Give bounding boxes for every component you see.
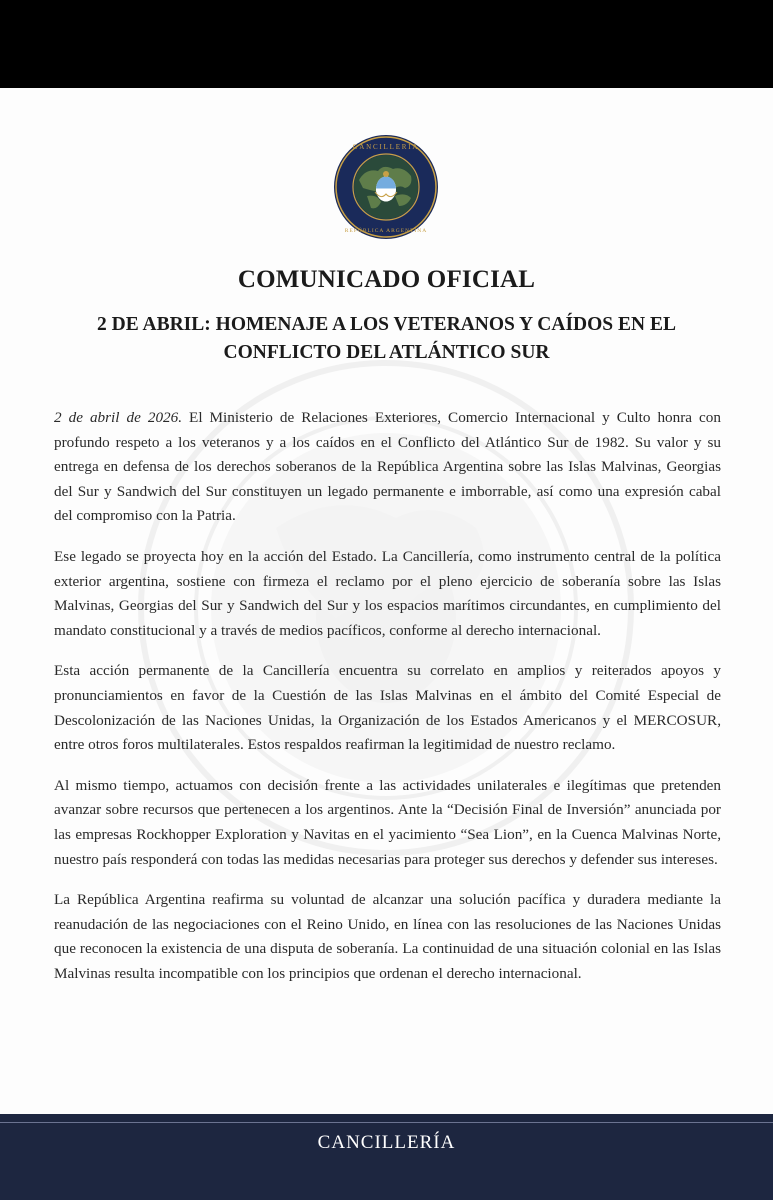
document-title: COMUNICADO OFICIAL (237, 266, 536, 293)
paragraph-5: La República Argentina reafirma su voluntad de alcanzar una solución pacífica y duradera mediante la reanudación de las negociaciones con el Reino Unido, en línea con las resoluciones de las Naciones Unidas que reconocen la existencia de una disputa de soberanía. La continuidad de una situación colonial en las Islas Malvinas resulta incompatible con los principios que ordenan el derecho internacional. (54, 891, 721, 982)
communique-date: 2 de abril de 2026. (54, 409, 183, 426)
paragraph-1 (54, 406, 721, 529)
communique-body (54, 406, 721, 1002)
svg-text:CANCILLERÍA: CANCILLERÍA (352, 143, 420, 151)
footer-label: CANCILLERÍA (317, 1132, 456, 1153)
footer-band (0, 1114, 773, 1200)
top-black-bar (0, 0, 773, 88)
svg-text:REPÚBLICA ARGENTINA: REPÚBLICA ARGENTINA (344, 228, 428, 234)
paragraph-2: Ese legado se proyecta hoy en la acción del Estado. La Cancillería, como instrumento central de la política exterior argentina, sostiene con firmeza el reclamo por el pleno ejercicio de soberanía sobre las Islas Malvinas, Georgias del Sur y Sandwich del Sur y los espacios marítimos circundantes, en cumplimiento del mandato constitucional y a través de medios pacíficos, conforme al derecho internacional. (54, 547, 721, 639)
subtitle-line: CONFLICTO DEL ATLÁNTICO SUR (223, 342, 550, 363)
paragraph-1-text: El Ministerio de Relaciones Exteriores, Comercio Internacional y Culto honra con profundo respeto a los veteranos y a los caídos en el Conflicto del Atlántico Sur de 1982. Su valor y su entrega en defensa de los derechos soberanos de la República Argentina sobre las Islas Malvinas, Georgias del Sur y Sandwich del Sur constituyen un legado permanente e imborrable, así como una expresión cabal del compromiso con la Patria. (54, 409, 721, 525)
footer-divider (0, 1122, 773, 1123)
document-subtitle (60, 311, 713, 367)
paragraph-4: Al mismo tiempo, actuamos con decisión frente a las actividades unilaterales e ilegítimas que pretenden avanzar sobre recursos que pertenecen a los argentinos. Ante la “Decisión Final de Inversión” anunciada por las empresas Rockhopper Exploration y Navitas en el yacimiento “Sea Lion”, en la Cuenca Malvinas Norte, nuestro país responderá con todas las medidas necesarias para proteger sus derechos y defender sus intereses. (54, 776, 721, 868)
subtitle-line: 2 DE ABRIL: HOMENAJE A LOS VETERANOS Y CAÍDOS EN EL (97, 314, 676, 335)
paragraph-3: Esta acción permanente de la Cancillería encuentra su correlato en amplios y reiterados apoyos y pronunciamientos en favor de la Cuestión de las Islas Malvinas en el ámbito del Comité Especial de Descolonización de las Naciones Unidas, la Organización de los Estados Americanos y el MERCOSUR, entre otros foros multilaterales. Estos respaldos reafirman la legitimidad de nuestro reclamo. (54, 662, 721, 754)
cancilleria-seal (333, 134, 439, 240)
seal-emblem-icon (333, 134, 439, 240)
document-page (0, 88, 773, 1114)
